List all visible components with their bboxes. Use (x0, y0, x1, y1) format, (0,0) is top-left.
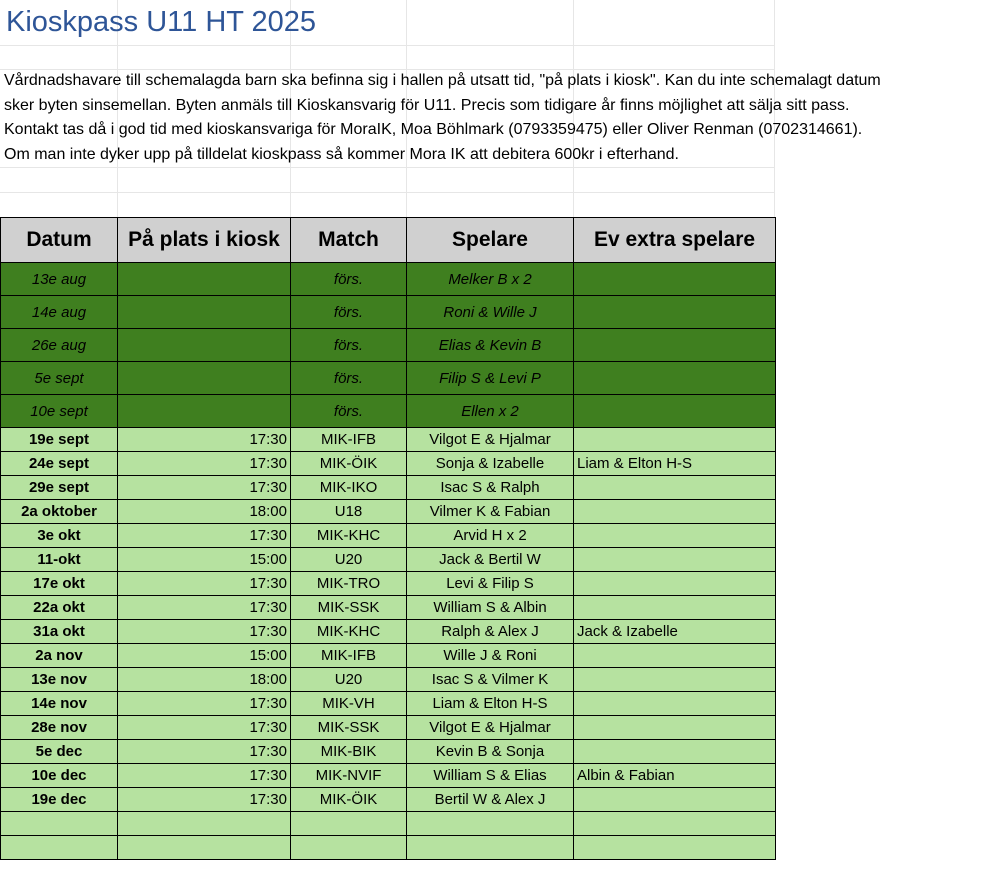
table-row (1, 620, 776, 644)
cell-match[interactable]: förs. (291, 296, 407, 329)
header-extra-spelare[interactable]: Ev extra spelare (574, 218, 776, 263)
cell-datum[interactable]: 14e aug (1, 296, 118, 329)
cell-match[interactable]: förs. (291, 395, 407, 428)
cell-tid[interactable]: 15:00 (118, 548, 291, 572)
cell-extra[interactable] (574, 644, 776, 668)
cell-match[interactable]: U20 (291, 668, 407, 692)
cell-extra[interactable] (574, 548, 776, 572)
cell-datum[interactable]: 28e nov (1, 716, 118, 740)
cell-tid[interactable]: 17:30 (118, 692, 291, 716)
table-row (1, 644, 776, 668)
cell-extra[interactable] (574, 572, 776, 596)
cell-match[interactable]: MIK-SSK (291, 716, 407, 740)
table-row (1, 788, 776, 812)
cell-match[interactable]: MIK-ÖIK (291, 452, 407, 476)
notice-line: Kontakt tas då i god tid med kioskansvariga för MoraIK, Moa Böhlmark (0793359475) eller Oliver Renman (0702314661). (4, 121, 863, 138)
cell-datum[interactable]: 19e sept (1, 428, 118, 452)
table-row (1, 329, 776, 362)
schedule-table (0, 217, 776, 860)
cell-datum[interactable]: 17e okt (1, 572, 118, 596)
table-row (1, 500, 776, 524)
cell-extra[interactable] (574, 476, 776, 500)
cell-match[interactable]: MIK-KHC (291, 524, 407, 548)
cell-datum[interactable]: 14e nov (1, 692, 118, 716)
cell-spelare[interactable]: Arvid H x 2 (407, 524, 574, 548)
table-row (1, 428, 776, 452)
cell-match[interactable]: MIK-BIK (291, 740, 407, 764)
table-row (1, 596, 776, 620)
cell-datum[interactable]: 13e nov (1, 668, 118, 692)
empty-row (1, 812, 776, 836)
cell-extra[interactable] (574, 263, 776, 296)
cell-spelare[interactable]: Ellen x 2 (407, 395, 574, 428)
cell-datum[interactable]: 19e dec (1, 788, 118, 812)
cell-datum[interactable]: 26e aug (1, 329, 118, 362)
cell-spelare[interactable]: Levi & Filip S (407, 572, 574, 596)
cell-extra[interactable] (574, 500, 776, 524)
cell-tid[interactable]: 17:30 (118, 620, 291, 644)
cell-spelare[interactable]: Isac S & Vilmer K (407, 668, 574, 692)
cell-tid[interactable]: 17:30 (118, 596, 291, 620)
table-row (1, 524, 776, 548)
empty-cell[interactable] (118, 836, 291, 860)
cell-spelare[interactable]: Ralph & Alex J (407, 620, 574, 644)
cell-datum[interactable]: 5e sept (1, 362, 118, 395)
cell-datum[interactable]: 11-okt (1, 548, 118, 572)
table-row (1, 572, 776, 596)
table-row (1, 296, 776, 329)
cell-extra[interactable] (574, 362, 776, 395)
cell-tid[interactable]: 17:30 (118, 476, 291, 500)
cell-spelare[interactable]: Wille J & Roni (407, 644, 574, 668)
cell-tid[interactable]: 18:00 (118, 668, 291, 692)
cell-extra[interactable]: Jack & Izabelle (574, 620, 776, 644)
table-header-row (1, 218, 776, 263)
cell-datum[interactable]: 10e sept (1, 395, 118, 428)
cell-extra[interactable] (574, 740, 776, 764)
cell-tid[interactable]: 17:30 (118, 788, 291, 812)
empty-cell[interactable] (1, 812, 118, 836)
cell-spelare[interactable]: William S & Elias (407, 764, 574, 788)
cell-extra[interactable] (574, 716, 776, 740)
cell-spelare[interactable]: Vilgot E & Hjalmar (407, 716, 574, 740)
table-row (1, 668, 776, 692)
cell-spelare[interactable]: Sonja & Izabelle (407, 452, 574, 476)
cell-match[interactable]: MIK-IFB (291, 428, 407, 452)
cell-match[interactable]: förs. (291, 329, 407, 362)
cell-match[interactable]: förs. (291, 362, 407, 395)
cell-tid[interactable]: 17:30 (118, 452, 291, 476)
cell-spelare[interactable]: Vilgot E & Hjalmar (407, 428, 574, 452)
page-title: Kioskpass U11 HT 2025 (6, 6, 317, 38)
cell-match[interactable]: MIK-ÖIK (291, 788, 407, 812)
cell-tid[interactable]: 17:30 (118, 716, 291, 740)
table-row (1, 263, 776, 296)
cell-extra[interactable]: Albin & Fabian (574, 764, 776, 788)
cell-tid[interactable]: 15:00 (118, 644, 291, 668)
cell-match[interactable]: U20 (291, 548, 407, 572)
cell-match[interactable]: förs. (291, 263, 407, 296)
notice-line: Om man inte dyker upp på tilldelat kioskpass så kommer Mora IK att debitera 600kr i efterhand. (4, 145, 679, 163)
cell-spelare[interactable]: Roni & Wille J (407, 296, 574, 329)
schedule-body (1, 263, 776, 860)
cell-extra[interactable] (574, 668, 776, 692)
cell-spelare[interactable]: William S & Albin (407, 596, 574, 620)
empty-cell[interactable] (291, 812, 407, 836)
empty-cell[interactable] (1, 836, 118, 860)
cell-match[interactable]: U18 (291, 500, 407, 524)
cell-spelare[interactable]: Isac S & Ralph (407, 476, 574, 500)
cell-datum[interactable]: 5e dec (1, 740, 118, 764)
empty-cell[interactable] (574, 836, 776, 860)
table-row (1, 476, 776, 500)
cell-tid[interactable]: 17:30 (118, 428, 291, 452)
table-row (1, 692, 776, 716)
table-row (1, 452, 776, 476)
empty-cell[interactable] (407, 812, 574, 836)
cell-tid[interactable]: 17:30 (118, 572, 291, 596)
cell-tid[interactable] (118, 329, 291, 362)
table-row (1, 764, 776, 788)
empty-cell[interactable] (118, 812, 291, 836)
cell-spelare[interactable]: Vilmer K & Fabian (407, 500, 574, 524)
cell-tid[interactable] (118, 395, 291, 428)
empty-cell[interactable] (574, 812, 776, 836)
empty-cell[interactable] (291, 836, 407, 860)
cell-match[interactable]: MIK-IKO (291, 476, 407, 500)
cell-tid[interactable] (118, 362, 291, 395)
notice-line: sker byten sinsemellan. Byten anmäls till Kioskansvarig för U11. Precis som tidigare år finns möjlighet att sälja sitt pass. (4, 96, 850, 114)
cell-tid[interactable] (118, 263, 291, 296)
cell-extra[interactable] (574, 788, 776, 812)
cell-match[interactable]: MIK-NVIF (291, 764, 407, 788)
cell-datum[interactable]: 2a oktober (1, 500, 118, 524)
cell-datum[interactable]: 24e sept (1, 452, 118, 476)
cell-extra[interactable] (574, 296, 776, 329)
cell-datum[interactable]: 22a okt (1, 596, 118, 620)
cell-extra[interactable] (574, 395, 776, 428)
cell-match[interactable]: MIK-VH (291, 692, 407, 716)
table-row (1, 395, 776, 428)
cell-datum[interactable]: 13e aug (1, 263, 118, 296)
table-row (1, 740, 776, 764)
cell-match[interactable]: MIK-KHC (291, 620, 407, 644)
cell-match[interactable]: MIK-TRO (291, 572, 407, 596)
cell-extra[interactable]: Liam & Elton H-S (574, 452, 776, 476)
cell-datum[interactable]: 29e sept (1, 476, 118, 500)
cell-match[interactable]: MIK-SSK (291, 596, 407, 620)
cell-datum[interactable]: 2a nov (1, 644, 118, 668)
cell-extra[interactable] (574, 329, 776, 362)
cell-spelare[interactable]: Kevin B & Sonja (407, 740, 574, 764)
cell-tid[interactable]: 17:30 (118, 740, 291, 764)
table-row (1, 362, 776, 395)
cell-match[interactable]: MIK-IFB (291, 644, 407, 668)
cell-spelare[interactable]: Jack & Bertil W (407, 548, 574, 572)
cell-spelare[interactable]: Melker B x 2 (407, 263, 574, 296)
cell-tid[interactable]: 17:30 (118, 764, 291, 788)
cell-extra[interactable] (574, 524, 776, 548)
cell-extra[interactable] (574, 692, 776, 716)
header-spelare[interactable]: Spelare (407, 218, 574, 263)
cell-datum[interactable]: 10e dec (1, 764, 118, 788)
cell-spelare[interactable]: Filip S & Levi P (407, 362, 574, 395)
header-pa-plats[interactable]: På plats i kiosk (118, 218, 291, 263)
header-datum[interactable]: Datum (1, 218, 118, 263)
cell-extra[interactable] (574, 428, 776, 452)
cell-datum[interactable]: 3e okt (1, 524, 118, 548)
cell-datum[interactable]: 31a okt (1, 620, 118, 644)
cell-spelare[interactable]: Liam & Elton H-S (407, 692, 574, 716)
cell-tid[interactable]: 17:30 (118, 524, 291, 548)
notice-text (4, 69, 1000, 167)
table-row (1, 716, 776, 740)
cell-tid[interactable] (118, 296, 291, 329)
notice-line: Vårdnadshavare till schemalagda barn ska befinna sig i hallen på utsatt tid, "på plats i kiosk". Kan du inte schemalagt datum (4, 72, 881, 89)
cell-spelare[interactable]: Elias & Kevin B (407, 329, 574, 362)
empty-row (1, 836, 776, 860)
header-match[interactable]: Match (291, 218, 407, 263)
cell-spelare[interactable]: Bertil W & Alex J (407, 788, 574, 812)
empty-cell[interactable] (407, 836, 574, 860)
table-row (1, 548, 776, 572)
cell-tid[interactable]: 18:00 (118, 500, 291, 524)
cell-extra[interactable] (574, 596, 776, 620)
